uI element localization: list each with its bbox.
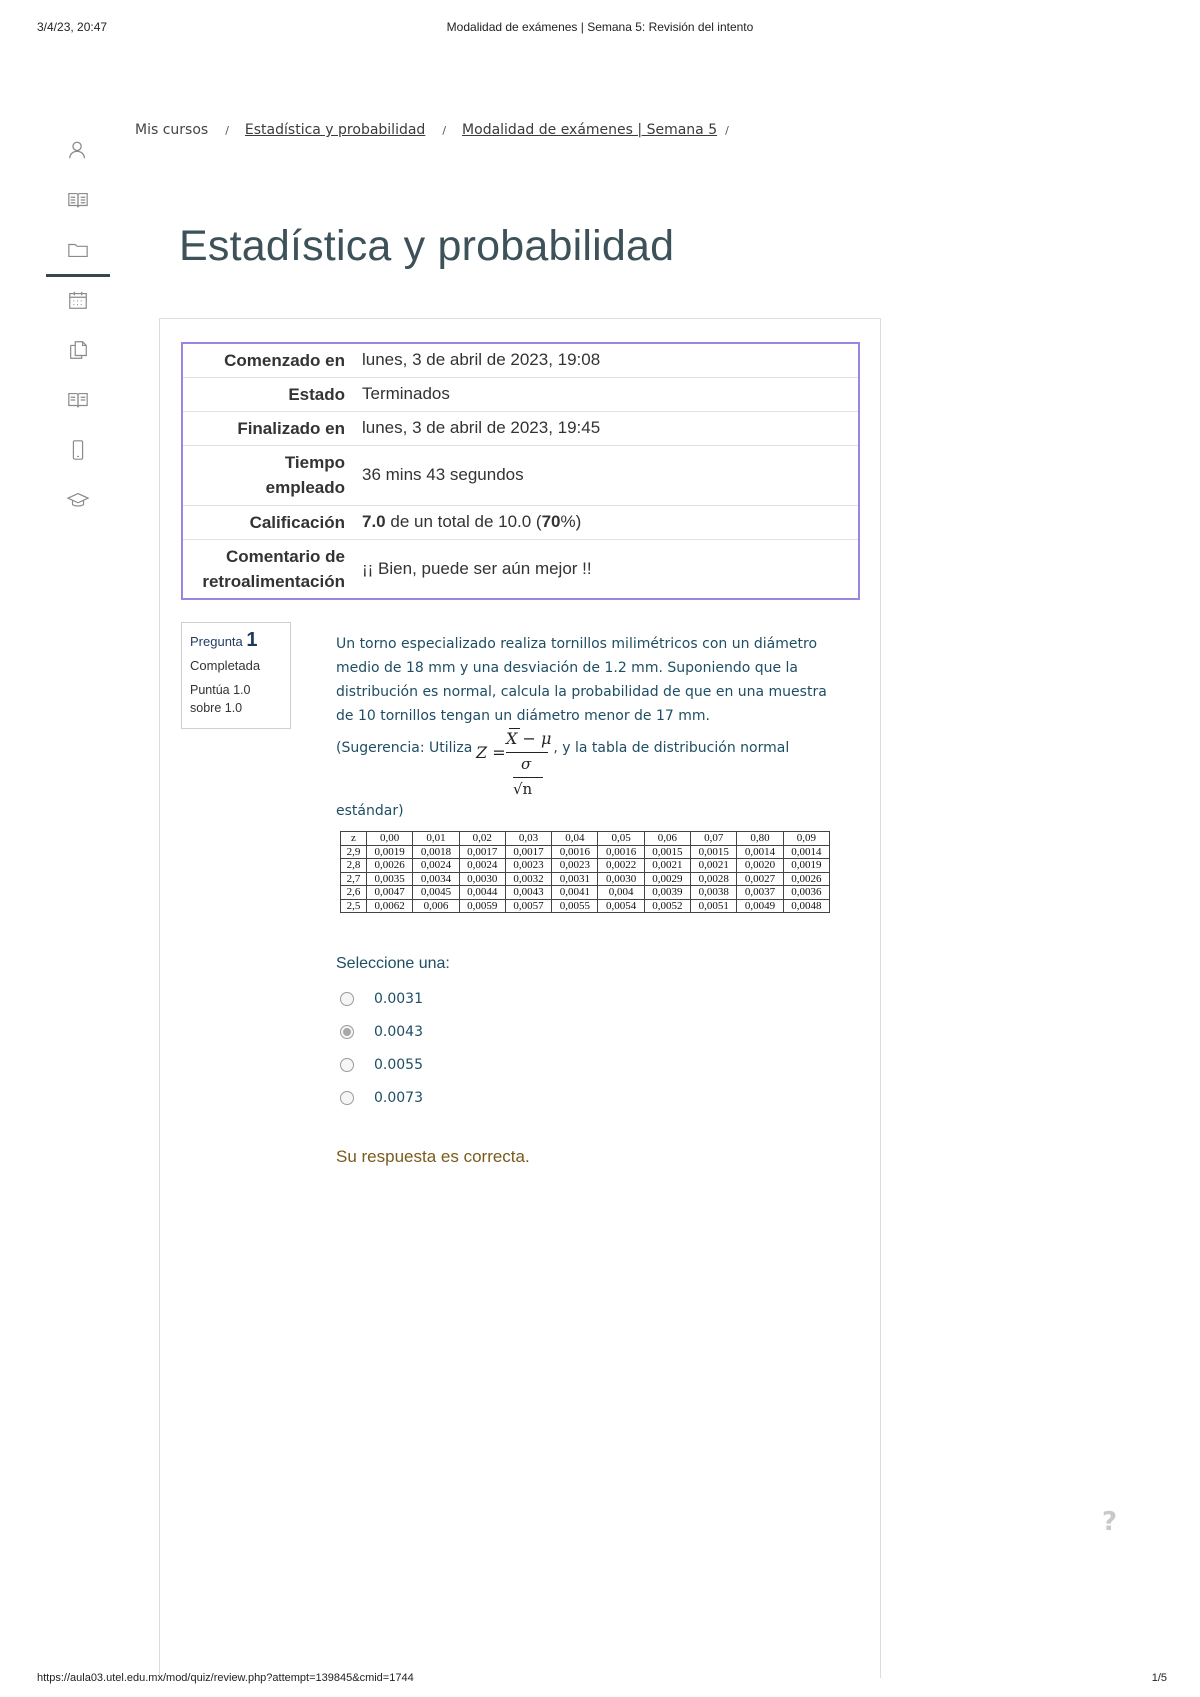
z-table-z-value: 2,6	[341, 886, 367, 900]
grade-total-text: de un total de 10.0 (	[385, 512, 542, 531]
answer-label: 0.0031	[374, 990, 423, 1007]
z-table-body	[341, 845, 830, 913]
z-distribution-table	[340, 831, 830, 913]
z-table-cell: 0,0024	[413, 859, 459, 873]
z-table-cell: 0,0030	[598, 872, 644, 886]
breadcrumb-quiz-link[interactable]: Modalidad de exámenes | Semana 5	[462, 122, 718, 138]
z-table-header: 0,09	[783, 832, 829, 846]
z-table-cell: 0,0059	[459, 899, 505, 913]
graduation-cap-icon	[67, 489, 89, 511]
page-title: Estadística y probabilidad	[179, 222, 675, 270]
breadcrumb-separator: /	[725, 123, 729, 137]
z-table-cell: 0,0015	[691, 845, 737, 859]
question-grade-line2: sobre 1.0	[190, 701, 243, 715]
rail-item-graduation[interactable]	[46, 475, 110, 525]
z-table-row	[341, 845, 830, 859]
answer-prompt: Seleccione una:	[336, 955, 450, 972]
z-table-cell: 0,0054	[598, 899, 644, 913]
answer-label: 0.0073	[374, 1089, 423, 1106]
z-table-header: 0,80	[737, 832, 783, 846]
rail-item-documents[interactable]	[46, 325, 110, 375]
formula-sqrt-n: √n	[513, 780, 533, 798]
z-table-header: 0,03	[505, 832, 551, 846]
time-label	[182, 445, 354, 505]
time-label-line1: Tiempo	[284, 453, 345, 472]
answer-feedback: Su respuesta es correcta.	[336, 1147, 530, 1166]
z-table-cell: 0,0014	[737, 845, 783, 859]
z-table-cell: 0,0032	[505, 872, 551, 886]
z-table-cell: 0,004	[598, 886, 644, 900]
grade-score: 7.0	[362, 512, 386, 531]
answer-radio[interactable]	[340, 1058, 354, 1072]
rail-item-mobile[interactable]	[46, 425, 110, 475]
z-table-cell: 0,0036	[783, 886, 829, 900]
summary-row-time	[182, 445, 859, 505]
z-table-row	[341, 899, 830, 913]
grade-value	[354, 505, 859, 539]
summary-row-state	[182, 377, 859, 411]
rail-item-profile[interactable]	[46, 125, 110, 175]
answer-radio[interactable]	[340, 1025, 354, 1039]
print-page-title: Modalidad de exámenes | Semana 5: Revisión del intento	[446, 20, 754, 34]
breadcrumb	[135, 122, 745, 138]
print-date: 3/4/23, 20:47	[37, 20, 108, 34]
breadcrumb-course-link[interactable]: Estadística y probabilidad	[244, 122, 426, 138]
z-table-cell: 0,0041	[552, 886, 598, 900]
question-text: Un torno especializado realiza tornillos milimétricos con un diámetro medio de 18 mm y una desviación de 1.2 mm. Suponiendo que la distribución es normal, calcula la probabilidad de que en una muestra de 10 tornillos tengan un diámetro menor de 17 mm.	[336, 636, 827, 724]
z-table-cell: 0,0034	[413, 872, 459, 886]
z-table-cell: 0,0047	[367, 886, 413, 900]
z-table-cell: 0,0048	[783, 899, 829, 913]
formula-fraction-bar	[513, 777, 543, 778]
z-table-cell: 0,0023	[505, 859, 551, 873]
documents-icon	[67, 339, 89, 361]
breadcrumb-separator: /	[442, 123, 447, 137]
z-table-cell: 0,0023	[552, 859, 598, 873]
z-formula	[473, 728, 553, 804]
feedback-label-line1: Comentario de	[225, 546, 345, 566]
z-table-cell: 0,0022	[598, 859, 644, 873]
z-table-header: 0,01	[413, 832, 459, 846]
feedback-value: ¡¡ Bien, puede ser aún mejor !!	[354, 539, 859, 599]
breadcrumb-separator: /	[225, 123, 229, 137]
z-table-header: 0,06	[644, 832, 690, 846]
z-table-z-value: 2,8	[341, 859, 367, 873]
z-table-cell: 0,006	[413, 899, 459, 913]
mobile-icon	[67, 439, 89, 461]
z-table-cell: 0,0021	[644, 859, 690, 873]
started-label: Comenzado en	[224, 350, 345, 370]
z-table-z-value: 2,5	[341, 899, 367, 913]
z-table-cell: 0,0026	[367, 859, 413, 873]
z-table-cell: 0,0016	[598, 845, 644, 859]
rail-item-calendar[interactable]	[46, 275, 110, 325]
z-table-cell: 0,0019	[367, 845, 413, 859]
z-table-row	[341, 886, 830, 900]
z-table-cell: 0,0020	[737, 859, 783, 873]
z-table-cell: 0,0045	[413, 886, 459, 900]
z-table-cell: 0,0028	[691, 872, 737, 886]
z-table-cell: 0,0043	[505, 886, 551, 900]
print-url: https://aula03.utel.edu.mx/mod/quiz/review.php?attempt=139845&cmid=1744	[37, 1672, 414, 1684]
formula-fraction-bar	[506, 752, 548, 753]
answer-option[interactable]	[340, 1048, 423, 1081]
z-table-cell: 0,0019	[783, 859, 829, 873]
answer-label: 0.0043	[374, 1023, 423, 1040]
answer-radio[interactable]	[340, 1091, 354, 1105]
z-table-header: 0,05	[598, 832, 644, 846]
summary-row-started	[182, 343, 859, 377]
hint-end: estándar)	[336, 803, 404, 819]
hint-after-formula: , y la tabla de distribución normal	[553, 740, 790, 756]
answer-options	[340, 982, 423, 1114]
z-table-cell: 0,0031	[552, 872, 598, 886]
calendar-icon	[67, 289, 89, 311]
formula-z: Z =	[476, 743, 506, 762]
summary-row-feedback	[182, 539, 859, 599]
z-table-cell: 0,0017	[505, 845, 551, 859]
question-grade-line1: Puntúa 1.0	[190, 683, 251, 697]
z-table-cell: 0,0021	[691, 859, 737, 873]
question-label: Pregunta	[190, 634, 247, 649]
z-table-cell: 0,0038	[691, 886, 737, 900]
z-table-header: z	[341, 832, 367, 846]
question-number: 1	[246, 629, 258, 651]
summary-row-grade	[182, 505, 859, 539]
z-table-cell: 0,0018	[413, 845, 459, 859]
z-table-header: 0,07	[691, 832, 737, 846]
z-table-header: 0,00	[367, 832, 413, 846]
z-table-cell: 0,0039	[644, 886, 690, 900]
z-table-cell: 0,0024	[459, 859, 505, 873]
z-table-header-row	[341, 832, 830, 846]
z-table-cell: 0,0052	[644, 899, 690, 913]
grade-percent-end: %)	[560, 512, 582, 531]
z-table-cell: 0,0055	[552, 899, 598, 913]
z-table-cell: 0,0029	[644, 872, 690, 886]
z-table-cell: 0,0044	[459, 886, 505, 900]
z-table-z-value: 2,7	[341, 872, 367, 886]
state-label: Estado	[182, 377, 354, 411]
answer-radio[interactable]	[340, 992, 354, 1006]
help-icon[interactable]: ?	[1102, 1507, 1118, 1537]
summary-row-finished	[182, 411, 859, 445]
z-table-cell: 0,0049	[737, 899, 783, 913]
z-table-cell: 0,0015	[644, 845, 690, 859]
z-table-cell: 0,0030	[459, 872, 505, 886]
print-page-number: 1/5	[1151, 1672, 1167, 1684]
finished-label: Finalizado en	[182, 411, 354, 445]
hint-start: (Sugerencia: Utiliza	[336, 740, 473, 756]
folder-icon	[67, 239, 89, 261]
formula-numerator: X − μ	[506, 729, 552, 748]
book-icon	[67, 189, 89, 211]
feedback-label-line2: retroalimentación	[202, 571, 345, 591]
z-table-cell: 0,0062	[367, 899, 413, 913]
started-value: lunes, 3 de abril de 2023, 19:08	[362, 350, 601, 370]
grade-label: Calificación	[182, 505, 354, 539]
formula-sigma: σ	[521, 755, 532, 773]
answer-option[interactable]	[340, 982, 423, 1015]
z-table-cell: 0,0027	[737, 872, 783, 886]
z-table-cell: 0,0037	[737, 886, 783, 900]
z-table-cell: 0,0035	[367, 872, 413, 886]
time-value: 36 mins 43 segundos	[354, 445, 859, 505]
hint-line	[336, 740, 789, 756]
z-table-cell: 0,0017	[459, 845, 505, 859]
nav-rail	[46, 125, 110, 525]
feedback-label	[182, 539, 354, 599]
answer-option[interactable]	[340, 1081, 423, 1114]
question-state: Completada	[190, 658, 261, 673]
answer-option[interactable]	[340, 1015, 423, 1048]
book-open-icon	[67, 389, 89, 411]
z-table-row	[341, 859, 830, 873]
z-table-cell: 0,0051	[691, 899, 737, 913]
z-table-z-value: 2,9	[341, 845, 367, 859]
question-grade	[190, 681, 282, 717]
rail-item-library[interactable]	[46, 375, 110, 425]
z-table-cell: 0,0026	[783, 872, 829, 886]
rail-item-files[interactable]	[46, 225, 110, 275]
attempt-summary-table	[181, 342, 860, 600]
time-label-line2: empleado	[265, 478, 345, 497]
question-info	[181, 622, 291, 729]
z-table-header: 0,02	[459, 832, 505, 846]
z-table-cell: 0,0014	[783, 845, 829, 859]
grade-percent: 70	[541, 512, 561, 531]
z-table-cell: 0,0057	[505, 899, 551, 913]
finished-value: lunes, 3 de abril de 2023, 19:45	[354, 411, 859, 445]
answer-label: 0.0055	[374, 1056, 423, 1073]
z-table-cell: 0,0016	[552, 845, 598, 859]
user-icon	[67, 139, 89, 161]
z-table-row	[341, 872, 830, 886]
state-value: Terminados	[354, 377, 859, 411]
breadcrumb-my-courses[interactable]: Mis cursos	[135, 122, 209, 138]
rail-item-courses[interactable]	[46, 175, 110, 225]
z-table-header: 0,04	[552, 832, 598, 846]
